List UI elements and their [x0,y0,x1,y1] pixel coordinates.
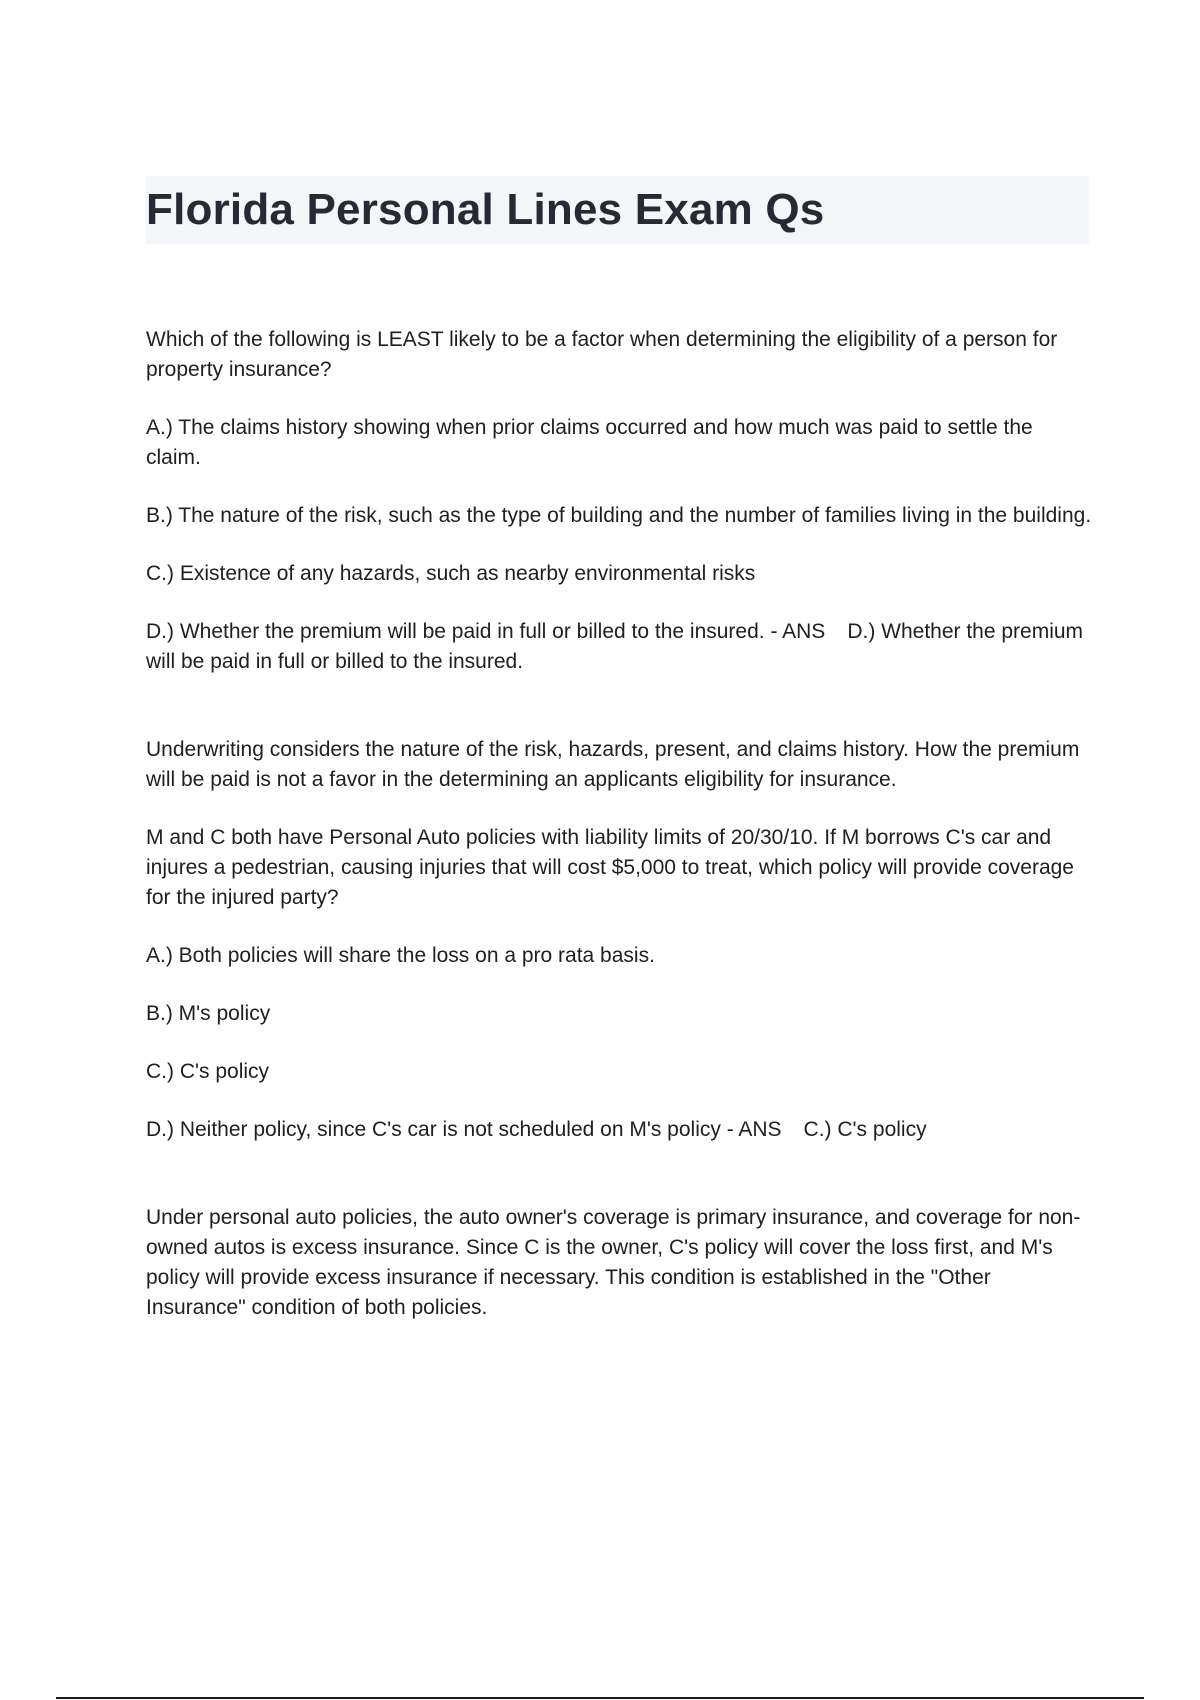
q1-question: Which of the following is LEAST likely to be a factor when determining the eligibility of a person for property insurance? [146,328,1058,381]
q2-answer: C.) C's policy [803,1118,927,1141]
q1-explanation: Underwriting considers the nature of the risk, hazards, present, and claims history. How the premium will be paid is not a favor in the determining an applicants eligibility for insurance. [146,738,1080,791]
q1-option-a: A.) The claims history showing when prior claims occurred and how much was paid to settle the claim. [146,416,1033,469]
bottom-divider [56,1697,1144,1699]
q1-option-b: B.) The nature of the risk, such as the type of building and the number of families living in the building. [146,504,1092,527]
q1-option-c: C.) Existence of any hazards, such as nearby environmental risks [146,562,756,585]
q2-question: M and C both have Personal Auto policies with liability limits of 20/30/10. If M borrows C's car and injures a pedestrian, causing injuries that will cost $5,000 to treat, which policy will provide coverage for the injured party? [146,826,1074,909]
q2-explanation: Under personal auto policies, the auto owner's coverage is primary insurance, and coverage for non-owned autos is excess insurance. Since C is the owner, C's policy will cover the loss first, and M's policy will provide excess insurance if necessary. This condition is established in the "Other Insurance" condition of both policies. [146,1206,1081,1319]
q2-option-d-with-answer [146,1115,1092,1145]
q2-option-d: D.) Neither policy, since C's car is not scheduled on M's policy - ANS [146,1118,782,1141]
q2-option-a: A.) Both policies will share the loss on a pro rata basis. [146,944,655,967]
q2-option-c: C.) C's policy [146,1060,270,1083]
q1-option-d-with-answer [146,617,1092,677]
q1-answer: D.) Whether the premium will be paid in full or billed to the insured. [146,620,1084,673]
q1-option-d: D.) Whether the premium will be paid in full or billed to the insured. - ANS [146,620,826,643]
document-body [146,325,1092,1351]
page-title: Florida Personal Lines Exam Qs [146,185,825,234]
q2-option-b: B.) M's policy [146,1002,271,1025]
